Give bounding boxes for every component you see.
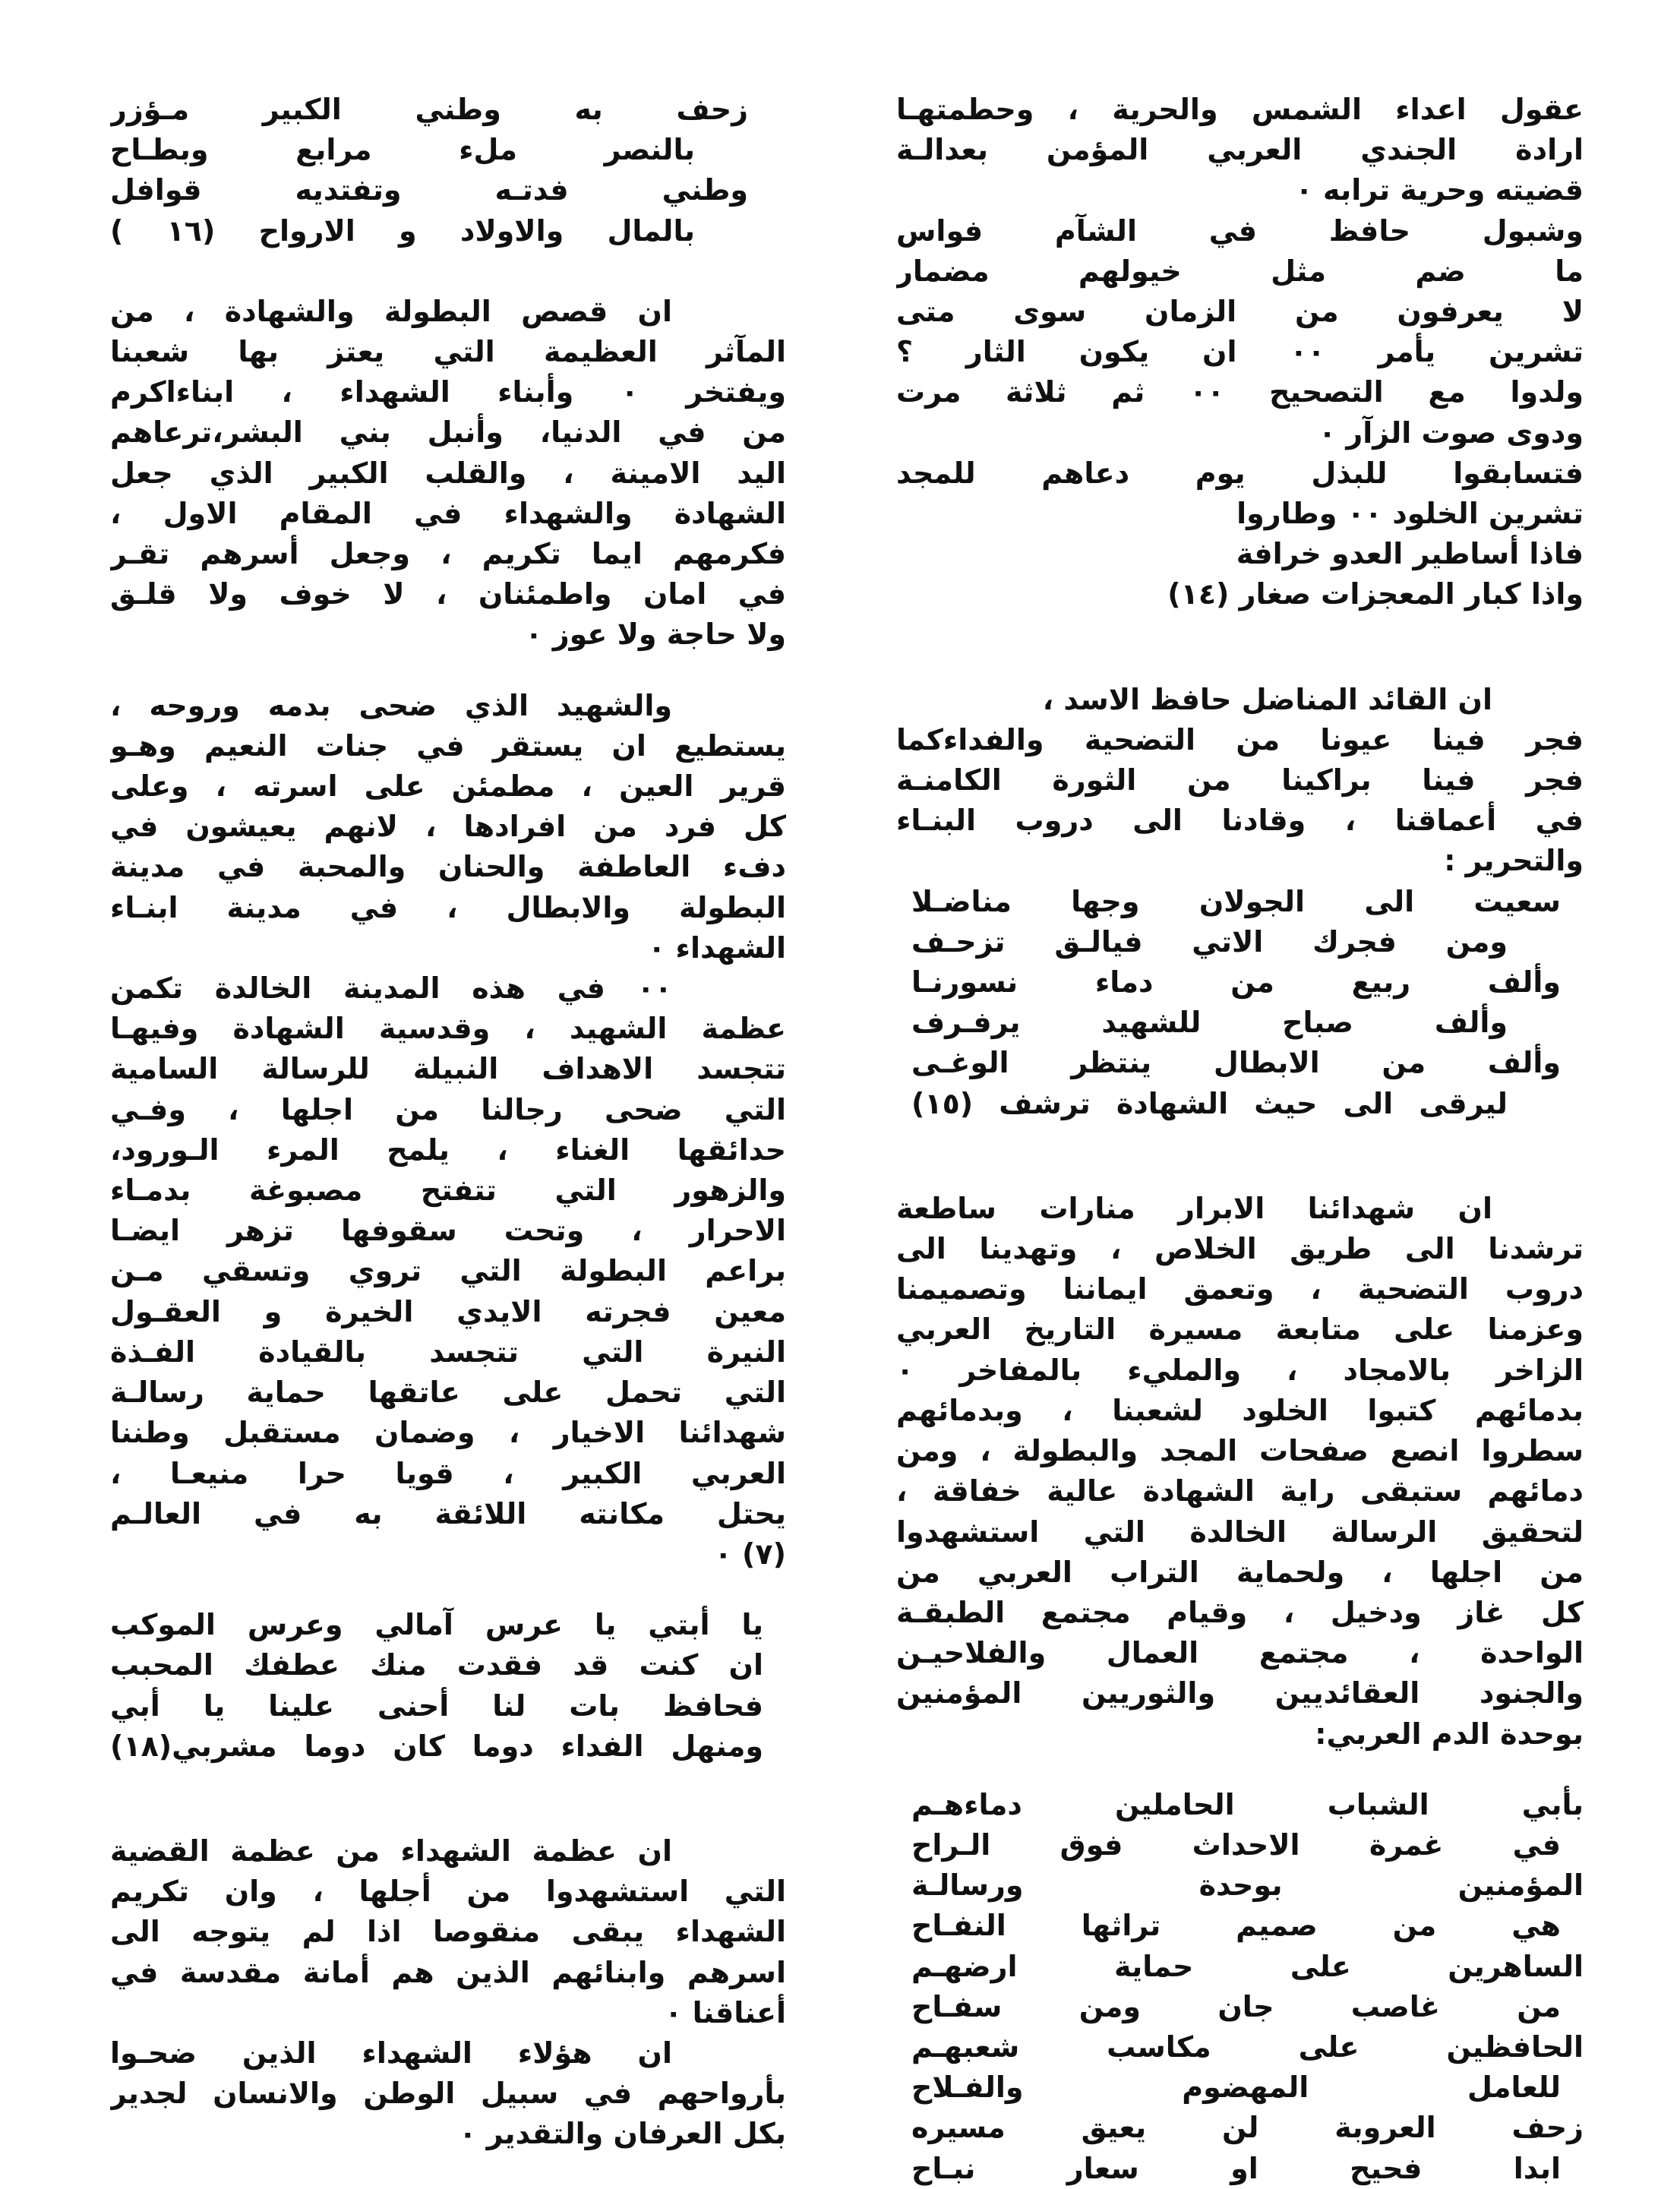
verse-line: ومنهل الفداء دوما كان دوما مشربي(١٨) (110, 1729, 763, 1763)
verse-line: وألف من الابطال ينتظر الوغـى (911, 1046, 1561, 1080)
text-line: ترشدنا الى طريق الخلاص ، وتهدينا الى (896, 1232, 1584, 1266)
text-line: اسرهم وابنائهم الذين هم أمانة مقدسة في (110, 1955, 786, 1989)
text-line: قضيته وحرية ترابه ٠ (1295, 173, 1584, 207)
text-line: دفء العاطفة والحنان والمحبة في مدينة (110, 850, 786, 884)
verse-line: سعيت الى الجولان وجها مناضـلا (911, 884, 1561, 918)
verse-line: وألف صباح للشهيد يرفـرف (911, 1006, 1508, 1040)
text-line: والتحرير : (1444, 844, 1584, 878)
text-line: ان هؤلاء الشهداء الذين ضحـوا (110, 2036, 672, 2070)
left-column (110, 90, 786, 2155)
text-line: ارادة الجندي العربي المؤمن بعدالـة (896, 133, 1584, 167)
poem (896, 882, 1584, 1124)
verse-line: ابدا فحيح او سعار نبـاح (911, 2151, 1561, 2185)
text-line: عظمة الشهيد ، وقدسية الشهادة وفيهـا (110, 1012, 786, 1046)
poem (896, 1785, 1584, 2189)
text-line: في أعماقنا ، وقادنا الى دروب البنـاء (896, 804, 1584, 838)
verse-line: ودوى صوت الزآر ٠ (1318, 415, 1584, 450)
text-line: ولا حاجة ولا عوز ٠ (525, 618, 786, 652)
verse-line: للعامل المهضوم والفـلاح (911, 2071, 1561, 2105)
text-line: والجنود العقائديين والثوريين المؤمنين (896, 1676, 1584, 1710)
text-line: ان قصص البطولة والشهادة ، من (110, 294, 672, 328)
text-line: براعم البطولة التي تروي وتسقي مـن (110, 1254, 786, 1288)
verse-line: واذا كبار المعجزات صغار (١٤) (1167, 577, 1584, 611)
paragraph (110, 1831, 786, 2155)
verse-line: يا أبتي يا عرس آمالي وعرس الموكب (110, 1608, 763, 1642)
text-line: قرير العين ، مطمئن على اسرته ، وعلى (110, 769, 786, 804)
text-line: الشهادة والشهداء في المقام الاول ، (110, 496, 786, 530)
text-line: بدمائهم كتبوا الخلود لشعبنا ، وبدمائهم (896, 1393, 1584, 1427)
text-line: التي تحمل على عاتقها حماية رسالـة (110, 1376, 786, 1410)
text-line: الواحدة ، مجتمع العمال والفلاحيـن (896, 1636, 1584, 1670)
text-line: بأرواحهم في سبيل الوطن والانسان لجدير (110, 2077, 786, 2111)
text-line: دروب التضحية ، وتعمق ايماننا وتصميمنا (896, 1272, 1584, 1306)
text-line: الزاخر بالامجاد ، والمليء بالمفاخر ٠ (896, 1353, 1584, 1387)
verse-line: بالمال والاولاد و الارواح (١٦ ) (110, 213, 695, 248)
text-line: فجر فينا عيونا من التضحية والفداءكما (896, 722, 1584, 757)
text-line: كل غاز ودخيل ، وقيام مجتمع الطبقـة (896, 1595, 1584, 1629)
verse-line: فاذا أساطير العدو خرافة (1236, 537, 1584, 571)
verse-line: تشرين الخلود ٠٠ وطاروا (1236, 497, 1584, 531)
poem (110, 90, 786, 251)
verse-line: في غمرة الاحداث فوق الـراح (911, 1827, 1561, 1862)
text-line: حدائقها الغناء ، يلمح المرء الـورود، (110, 1132, 786, 1167)
verse-line: بالنصر ملء مرابع وبطـاح (110, 133, 695, 167)
verse-line: وألف ربيع من دماء نسورنـا (911, 965, 1561, 1000)
paragraph-continuation (896, 90, 1584, 615)
text-line: أعناقنا ٠ (665, 1995, 786, 2029)
text-line: يحتل مكانته اللائقة به في العالـم (110, 1496, 786, 1530)
text-line: بوحدة الدم العربي: (1315, 1717, 1584, 1751)
right-column (896, 90, 1584, 2189)
verse-line: زحف العروبة لن يعيق مسيره (911, 2111, 1584, 2145)
text-line: ان شهدائنا الابرار منارات ساطعة (896, 1191, 1492, 1225)
verse-line: ومن فجرك الاتي فيالـق تزحـف (911, 924, 1508, 959)
text-line: البطولة والابطال ، في مدينة ابنـاء (110, 890, 786, 924)
text-line: التي استشهدوا من أجلها ، وان تكريم (110, 1875, 786, 1909)
verse-line: من غاصب جان ومن سفـاح (911, 1989, 1561, 2023)
poem (110, 1605, 786, 1767)
text-line: فجر فينا براكينا من الثورة الكامنـة (896, 763, 1584, 798)
text-line: والزهور التي تتفتح مصبوغة بدمـاء (110, 1173, 786, 1208)
verse-line: هي من صميم تراثها النفـاح (911, 1909, 1561, 1943)
text-line: دمائهم ستبقى راية الشهادة عالية خفاقة ، (896, 1474, 1584, 1508)
text-line: التي ضحى رجالنا من اجلها ، وفـي (110, 1092, 786, 1126)
verse-line: ان كنت قد فقدت منك عطفك المحبب (110, 1648, 763, 1682)
verse-line: الحافظين على مكاسب شعبهـم (911, 2029, 1584, 2064)
text-line: والشهيد الذي ضحى بدمه وروحه ، (110, 688, 672, 722)
verse-line: ولدوا مع التصحيح ٠٠ ثم ثلاثة مرت (896, 375, 1584, 409)
text-line: الشهداء يبقى منقوصا اذا لم يتوجه الى (110, 1915, 786, 1949)
verse-line: لا يعرفون من الزمان سوى متى (896, 295, 1584, 329)
text-line: فكرمهم ايما تكريم ، وجعل أسرهم تقـر (110, 537, 786, 571)
text-line: النيرة التي تتجسد بالقيادة الفـذة (110, 1335, 786, 1369)
text-line: الاحرار ، وتحت سقوفها تزهر ايضـا (110, 1214, 786, 1248)
verse-line: بأبي الشباب الحاملين دماءهـم (911, 1787, 1584, 1821)
text-line: ان عظمة الشهداء من عظمة القضية (110, 1834, 672, 1868)
text-line: سطروا انصع صفحات المجد والبطولة ، ومن (896, 1434, 1584, 1468)
text-line: الشهداء ٠ (648, 930, 786, 965)
text-line: معين فجرته الايدي الخيرة و العقـول (110, 1294, 786, 1328)
verse-line: المؤمنين بوحدة ورسالـة (911, 1868, 1584, 1903)
text-line: ان القائد المناضل حافظ الاسد ، (1042, 682, 1492, 716)
text-line: ٠٠ في هذه المدينة الخالدة تكمن (110, 971, 672, 1006)
text-line: العربي الكبير ، قويا حرا منيعـا ، (110, 1456, 786, 1490)
verse-line: وشبول حافظ في الشآم فواس (896, 213, 1584, 248)
text-line: (٧) ٠ (714, 1537, 786, 1571)
text-line: اليد الامينة ، والقلب الكبير الذي جعل (110, 456, 786, 490)
text-line: المآثر العظيمة التي يعتز بها شعبنا (110, 335, 786, 369)
text-line: ويفتخر ٠ وأبناء الشهداء ، ابناءاكرم (110, 375, 786, 409)
text-line: من اجلها ، ولحماية التراب العربي من (896, 1555, 1584, 1589)
verse-line: ما ضم مثل خيولهم مضمار (896, 254, 1584, 288)
text-line: في امان واطمئنان ، لا خوف ولا قلـق (110, 577, 786, 611)
text-line: من في الدنيا، وأنبل بني البشر،ترعاهم (110, 415, 786, 450)
verse-line: فتسابقوا للبذل يوم دعاهم للمجد (896, 456, 1584, 490)
verse-line: فحافظ بات لنا أحنى علينا يا أبي (110, 1688, 763, 1723)
verse-line: ليرقى الى حيث الشهادة ترشف (١٥) (911, 1086, 1508, 1120)
text-line: شهدائنا الاخيار ، وضمان مستقبل وطننا (110, 1416, 786, 1450)
text-line: تتجسد الاهداف النبيلة للرسالة السامية (110, 1052, 786, 1086)
verse-line: الساهرين على حماية ارضهـم (911, 1949, 1584, 1983)
text-line: بكل العرفان والتقدير ٠ (459, 2117, 786, 2151)
paragraph (896, 680, 1584, 882)
verse-line: وطني فدتـه وتفتديه قوافل (110, 173, 748, 207)
text-line: عقول اعداء الشمس والحرية ، وحطمتهـا (896, 93, 1584, 126)
verse-line: زحف به وطني الكبير مـؤزر (110, 93, 748, 126)
paragraph (896, 1189, 1584, 1755)
paragraph (110, 686, 786, 1575)
text-line: لتحقيق الرسالة الخالدة التي استشهدوا (896, 1515, 1584, 1549)
verse-line: تشرين يأمر ٠٠ ان يكون الثار ؟ (896, 335, 1584, 369)
text-line: كل فرد من افرادها ، لانهم يعيشون في (110, 810, 786, 844)
text-line: وعزمنا على متابعة مسيرة التاريخ العربي (896, 1312, 1584, 1347)
paragraph (110, 292, 786, 655)
text-line: يستطيع ان يستقر في جنات النعيم وهـو (110, 728, 786, 763)
